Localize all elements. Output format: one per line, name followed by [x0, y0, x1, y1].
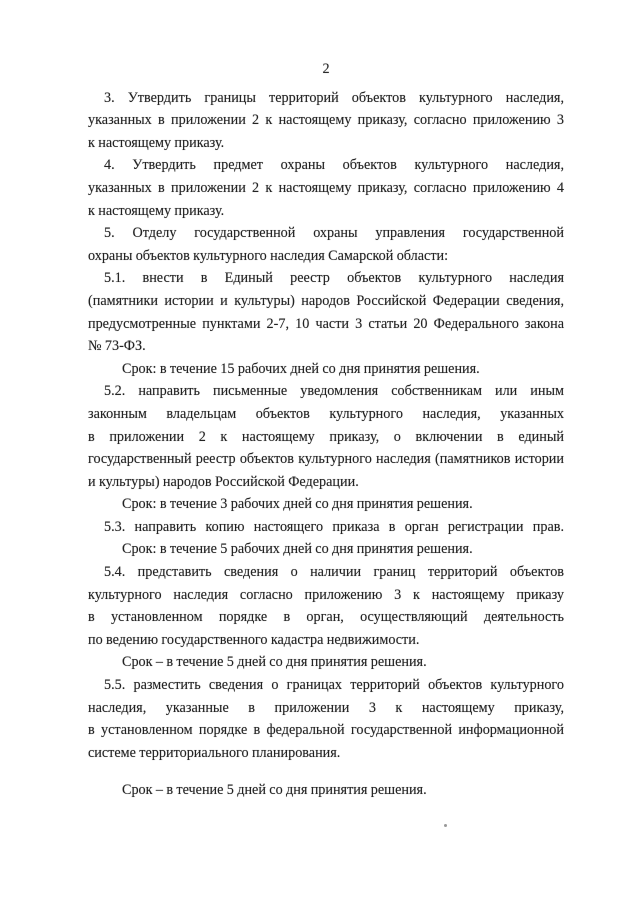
text-line: 4. Утвердить предмет охраны объектов культурного наследия,: [104, 157, 564, 174]
text-line: наследия, указанные в приложении 3 к настоящему приказу,: [88, 699, 564, 716]
deadline-after-5-2: [88, 493, 564, 516]
clause-5-1: [88, 267, 564, 357]
text-line: законным владельцам объектов культурного наследия, указанных: [88, 405, 564, 422]
clause-5-3: [88, 516, 564, 539]
text-line: системе территориального планирования.: [88, 744, 341, 761]
text-line: 3. Утвердить границы территорий объектов культурного наследия,: [104, 89, 564, 106]
deadline-after-5-3: [88, 538, 564, 561]
text-line: Срок – в течение 5 дней со дня принятия решения.: [122, 654, 427, 671]
deadline-after-5-1: [88, 358, 564, 381]
text-line: указанных в приложении 2 к настоящему приказу, согласно приложению 3: [88, 112, 564, 129]
text-line: 5.3. направить копию настоящего приказа в орган регистрации прав.: [104, 518, 564, 535]
clause-5: [88, 222, 564, 267]
text-line: Срок – в течение 5 дней со дня принятия решения.: [122, 782, 427, 799]
text-line: по ведению государственного кадастра недвижимости.: [88, 631, 420, 648]
text-line: к настоящему приказу.: [88, 202, 225, 219]
text-column: [88, 58, 564, 802]
text-line: охраны объектов культурного наследия Самарской области:: [88, 247, 449, 264]
deadline-after-5-4: [88, 651, 564, 674]
text-line: указанных в приложении 2 к настоящему приказу, согласно приложению 4: [88, 179, 564, 196]
text-line: 5. Отделу государственной охраны управления государственной: [104, 225, 564, 242]
text-line: культурного наследия согласно приложению 3 к настоящему приказу: [88, 586, 564, 603]
text-line: в приложении 2 к настоящему приказу, о включении в единый: [88, 428, 564, 445]
clause-5-5: [88, 674, 564, 764]
text-line: государственный реестр объектов культурного наследия (памятников истории: [88, 451, 564, 468]
clause-5-2: [88, 380, 564, 493]
text-line: 5.4. представить сведения о наличии границ территорий объектов: [104, 564, 564, 581]
text-line: предусмотренные пунктами 2-7, 10 части 3 статьи 20 Федерального закона: [88, 315, 564, 332]
clause-4: [88, 154, 564, 222]
text-line: 5.1. внести в Единый реестр объектов культурного наследия: [104, 270, 564, 287]
text-line: (памятники истории и культуры) народов Российской Федерации сведения,: [88, 292, 564, 309]
text-line: к настоящему приказу.: [88, 134, 225, 151]
text-line: и культуры) народов Российской Федерации.: [88, 473, 359, 490]
scan-speck: [444, 824, 447, 827]
text-line: в установленном порядке в орган, осуществляющий деятельность: [88, 609, 564, 626]
text-line: 5.5. разместить сведения о границах территорий объектов культурного: [104, 677, 564, 694]
deadline-after-5-5: [88, 779, 564, 802]
text-line: Срок: в течение 5 рабочих дней со дня принятия решения.: [122, 541, 473, 558]
text-line: в установленном порядке в федеральной государственной информационной: [88, 722, 564, 739]
text-line: № 73-ФЗ.: [88, 338, 146, 355]
text-line: 5.2. направить письменные уведомления собственникам или иным: [104, 383, 564, 400]
text-line: Срок: в течение 3 рабочих дней со дня принятия решения.: [122, 496, 473, 513]
page-number: 2: [322, 61, 330, 77]
text-line: Срок: в течение 15 рабочих дней со дня принятия решения.: [122, 360, 480, 377]
clause-3: [88, 87, 564, 155]
clause-5-4: [88, 561, 564, 651]
